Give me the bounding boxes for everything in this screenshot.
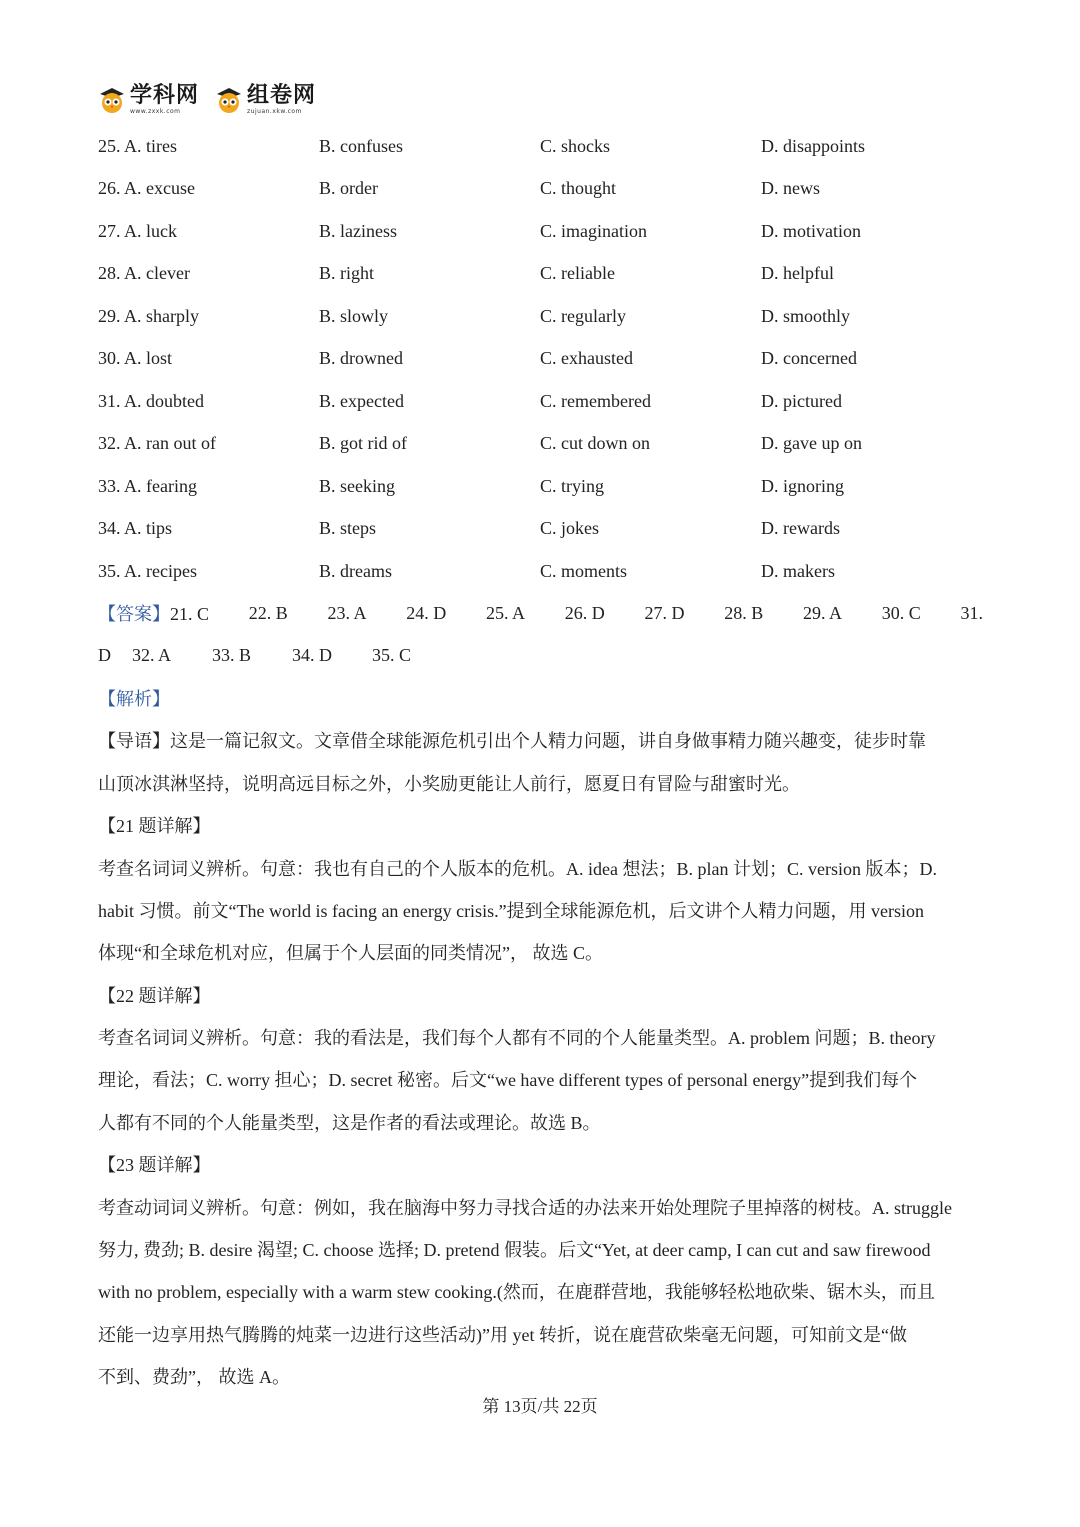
- option-c: C. remembered: [540, 390, 651, 411]
- option-b: B. steps: [319, 518, 377, 539]
- q23-title: 【23 题详解】: [98, 1155, 211, 1176]
- option-row: [98, 338, 998, 381]
- answer-item: 23. A: [327, 602, 367, 623]
- q23-line: 努力, 费劲; B. desire 渴望; C. choose 选择; D. pretend 假装。后文“Yet, at deer camp, I can cut and saw firewood: [98, 1240, 931, 1261]
- q22-line: 考查名词词义辨析。句意：我的看法是，我们每个人都有不同的个人能量类型。A. problem 问题；B. theory: [98, 1028, 936, 1049]
- q21-title: 【21 题详解】: [98, 816, 211, 837]
- option-row: [98, 253, 998, 296]
- option-d: D. ignoring: [761, 475, 844, 496]
- q21-line: 考查名词词义辨析。句意：我也有自己的个人版本的危机。A. idea 想法；B. plan 计划；C. version 版本；D.: [98, 858, 937, 879]
- option-a: 35. A. recipes: [98, 560, 197, 581]
- answer-item: 28. B: [724, 602, 764, 623]
- intro-label: 【导语】: [98, 731, 170, 752]
- option-a: 28. A. clever: [98, 263, 190, 284]
- owl-mascot-icon: [215, 86, 243, 114]
- logo-xuekewang: [98, 85, 199, 115]
- option-a: 33. A. fearing: [98, 475, 197, 496]
- answer-item: 24. D: [406, 602, 447, 623]
- q23-line: 还能一边享用热气腾腾的炖菜一边进行这些活动)”用 yet 转折，说在鹿营砍柴毫无问题，可知前文是“做: [98, 1324, 907, 1345]
- option-c: C. thought: [540, 178, 617, 199]
- option-d: D. makers: [761, 560, 835, 581]
- logo-url: www.zxxk.com: [130, 108, 181, 115]
- option-b: B. drowned: [319, 348, 403, 369]
- option-b: B. slowly: [319, 305, 389, 326]
- answer-item: 22. B: [248, 602, 288, 623]
- header-logos: [98, 80, 316, 120]
- option-a: 30. A. lost: [98, 348, 173, 369]
- option-a: 25. A. tires: [98, 135, 177, 156]
- q22-line: 人都有不同的个人能量类型，这是作者的看法或理论。故选 B。: [98, 1112, 601, 1133]
- option-row: [98, 125, 998, 168]
- option-b: B. expected: [319, 390, 404, 411]
- answer-item: 27. D: [644, 602, 685, 623]
- option-c: C. exhausted: [540, 348, 633, 369]
- logo-url: zujuan.xkw.com: [247, 108, 302, 115]
- option-c: C. moments: [540, 560, 628, 581]
- answer-analysis: [98, 592, 983, 1397]
- answer-item: D: [98, 645, 111, 666]
- option-c: C. shocks: [540, 135, 611, 156]
- option-row: [98, 295, 998, 338]
- answer-label: 【答案】: [98, 604, 170, 625]
- answer-item: 33. B: [212, 645, 252, 666]
- option-d: D. rewards: [761, 518, 840, 539]
- answer-item: 31.: [960, 602, 983, 623]
- option-d: D. motivation: [761, 220, 861, 241]
- intro-text: 这是一篇记叙文。文章借全球能源危机引出个人精力问题，讲自身做事精力随兴趣变，徒步时靠: [170, 731, 926, 752]
- answer-line-2: [98, 634, 983, 676]
- answer-item: 32. A: [132, 645, 172, 666]
- option-row: [98, 550, 998, 593]
- option-d: D. smoothly: [761, 305, 851, 326]
- option-c: C. reliable: [540, 263, 615, 284]
- option-d: D. pictured: [761, 390, 842, 411]
- option-row: [98, 465, 998, 508]
- option-row: [98, 168, 998, 211]
- logo-name: 组卷网: [247, 83, 317, 108]
- answer-item: 26. D: [564, 602, 605, 623]
- option-c: C. trying: [540, 475, 605, 496]
- option-d: D. helpful: [761, 263, 834, 284]
- answer-item: 35. C: [372, 645, 412, 666]
- answer-item: 29. A: [802, 602, 842, 623]
- analysis-heading: 【解析】: [98, 688, 170, 709]
- option-a: 29. A. sharply: [98, 305, 199, 326]
- option-b: B. laziness: [319, 220, 397, 241]
- option-c: C. imagination: [540, 220, 647, 241]
- option-c: C. jokes: [540, 518, 600, 539]
- option-a: 34. A. tips: [98, 518, 173, 539]
- option-b: B. dreams: [319, 560, 392, 581]
- option-row: [98, 423, 998, 466]
- option-b: B. confuses: [319, 135, 403, 156]
- option-b: B. order: [319, 178, 378, 199]
- answer-item: 25. A: [485, 602, 525, 623]
- intro-line-1: [98, 719, 983, 761]
- option-a: 27. A. luck: [98, 220, 177, 241]
- page-number: 第 13页/共 22页: [482, 1397, 598, 1416]
- intro-line-2: 山顶冰淇淋坚持，说明高远目标之外，小奖励更能让人前行，愿夏日有冒险与甜蜜时光。: [98, 773, 800, 794]
- owl-mascot-icon: [98, 86, 126, 114]
- question-options: [98, 125, 998, 593]
- q23-line: 考查动词词义辨析。句意：例如，我在脑海中努力寻找合适的办法来开始处理院子里掉落的树枝。A. struggle: [98, 1197, 952, 1218]
- option-a: 32. A. ran out of: [98, 433, 216, 454]
- option-b: B. seeking: [319, 475, 395, 496]
- option-c: C. cut down on: [540, 433, 650, 454]
- option-a: 31. A. doubted: [98, 390, 204, 411]
- option-c: C. regularly: [540, 305, 626, 326]
- option-d: D. disappoints: [761, 135, 866, 156]
- q21-line: habit 习惯。前文“The world is facing an energy crisis.”提到全球能源危机，后文讲个人精力问题，用 version: [98, 900, 925, 921]
- answer-item: 21. C: [170, 604, 210, 625]
- q22-title: 【22 题详解】: [98, 985, 211, 1006]
- option-row: [98, 508, 998, 551]
- option-b: B. right: [319, 263, 375, 284]
- q22-line: 理论，看法；C. worry 担心；D. secret 秘密。后文“we have different types of personal energy”提到我们每个: [98, 1070, 918, 1091]
- option-d: D. gave up on: [761, 433, 862, 454]
- q23-line: with no problem, especially with a warm stew cooking.(然而，在鹿群营地，我能够轻松地砍柴、锯木头，而且: [98, 1282, 935, 1303]
- option-d: D. news: [761, 178, 820, 199]
- logo-zujuanwang: [215, 85, 316, 115]
- option-row: [98, 210, 998, 253]
- option-b: B. got rid of: [319, 433, 407, 454]
- option-a: 26. A. excuse: [98, 178, 195, 199]
- q21-line: 体现“和全球危机对应，但属于个人层面的同类情况”， 故选 C。: [98, 943, 603, 964]
- answer-group: [98, 600, 209, 626]
- option-row: [98, 380, 998, 423]
- answer-item: 30. C: [881, 602, 921, 623]
- logo-name: 学科网: [130, 83, 200, 108]
- answer-line-1: [98, 592, 983, 634]
- answer-item: 34. D: [292, 645, 332, 666]
- q23-line: 不到、费劲”， 故选 A。: [98, 1367, 290, 1388]
- option-d: D. concerned: [761, 348, 857, 369]
